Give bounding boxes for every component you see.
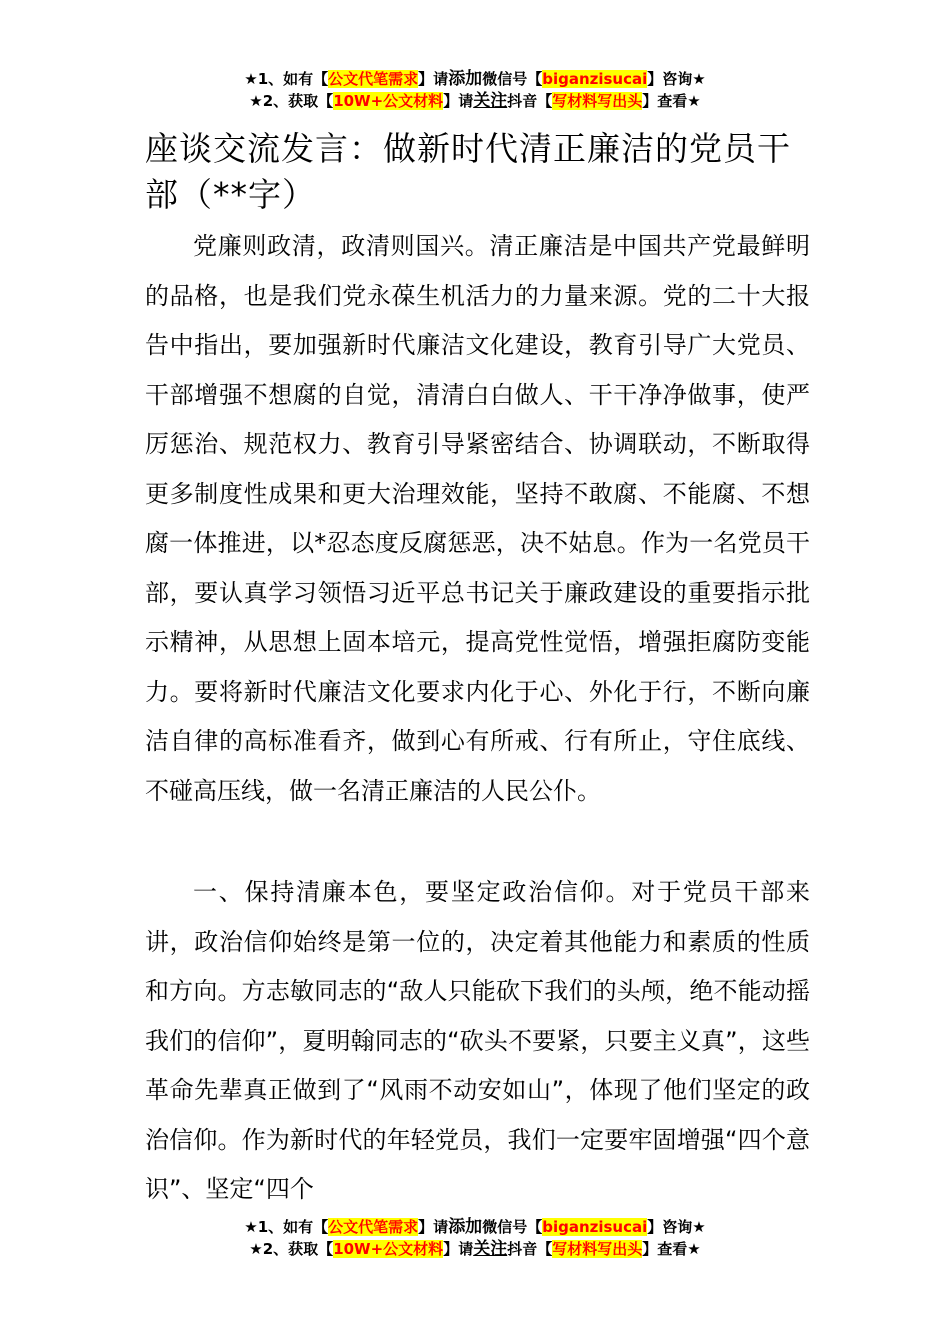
banner-line-1 (0, 1216, 950, 1238)
document-title: 座谈交流发言：做新时代清正廉洁的党员干部（**字） (145, 129, 791, 214)
banner-text: 】请 (443, 1240, 474, 1258)
banner-text: ★2、获取【 (249, 1240, 334, 1258)
banner-text: ★2、获取【 (249, 92, 334, 110)
banner-highlight: 写材料写出头 (552, 92, 643, 110)
banner-emphasis: 添加 (448, 1217, 483, 1237)
banner-text: 】请 (418, 70, 449, 88)
body-paragraph: 一、保持清廉本色，要坚定政治信仰。对于党员干部来讲，政治信仰始终是第一位的，决定着其他能力和素质的性质和方向。方志敏同志的“敌人只能砍下我们的头颅，绝不能动摇我们的信仰”，夏明翰同志的“砍头不要紧，只要主义真”，这些革命先辈真正做到了“风雨不动安如山”，体现了他们坚定的政治信仰。作为新时代的年轻党员，我们一定要牢固增强“四个意识”、坚定“四个 (145, 878, 810, 1203)
body-paragraph: 党廉则政清，政清则国兴。清正廉洁是中国共产党最鲜明的品格，也是我们党永葆生机活力的力量来源。党的二十大报告中指出，要加强新时代廉洁文化建设，教育引导广大党员、干部增强不想腐的自觉，清清白白做人、干干净净做事，使严厉惩治、规范权力、教育引导紧密结合、协调联动，不断取得更多制度性成果和更大治理效能，坚持不敢腐、不能腐、不想腐一体推进，以*忍态度反腐惩恶，决不姑息。作为一名党员干部，要认真学习领悟习近平总书记关于廉政建设的重要指示批示精神，从思想上固本培元，提高党性觉悟，增强拒腐防变能力。要将新时代廉洁文化要求内化于心、外化于行，不断向廉洁自律的高标准看齐，做到心有所戒、行有所止，守住底线、不碰高压线，做一名清正廉洁的人民公仆。 (145, 232, 810, 805)
banner-line-2 (0, 1238, 950, 1260)
banner-text: ★1、如有【 (244, 1218, 329, 1236)
banner-highlight: 写材料写出头 (552, 1240, 643, 1258)
banner-text: 】请 (443, 92, 474, 110)
banner-text: 抖音【 (507, 1240, 553, 1258)
banner-line-1 (0, 68, 950, 90)
header-banner (0, 68, 950, 112)
banner-text: 】请 (418, 1218, 449, 1236)
banner-text: 】咨询★ (647, 1218, 706, 1236)
banner-text: 】咨询★ (647, 70, 706, 88)
banner-text: 】查看★ (642, 92, 701, 110)
banner-text: 抖音【 (507, 92, 553, 110)
banner-line-2 (0, 90, 950, 112)
banner-emphasis: 添加 (448, 69, 483, 89)
banner-highlight: 公文代笔需求 (328, 70, 419, 88)
banner-emphasis: 关注 (473, 91, 508, 111)
banner-emphasis: 关注 (473, 1239, 508, 1259)
banner-highlight: 公文代笔需求 (328, 1218, 419, 1236)
banner-highlight: biganzisucai (542, 1218, 648, 1236)
banner-text: 微信号【 (482, 70, 543, 88)
banner-text: 】查看★ (642, 1240, 701, 1258)
banner-text: ★1、如有【 (244, 70, 329, 88)
banner-highlight: 10W+公文材料 (333, 1240, 444, 1258)
footer-banner (0, 1216, 950, 1260)
banner-highlight: 10W+公文材料 (333, 92, 444, 110)
banner-text: 微信号【 (482, 1218, 543, 1236)
banner-highlight: biganzisucai (542, 70, 648, 88)
